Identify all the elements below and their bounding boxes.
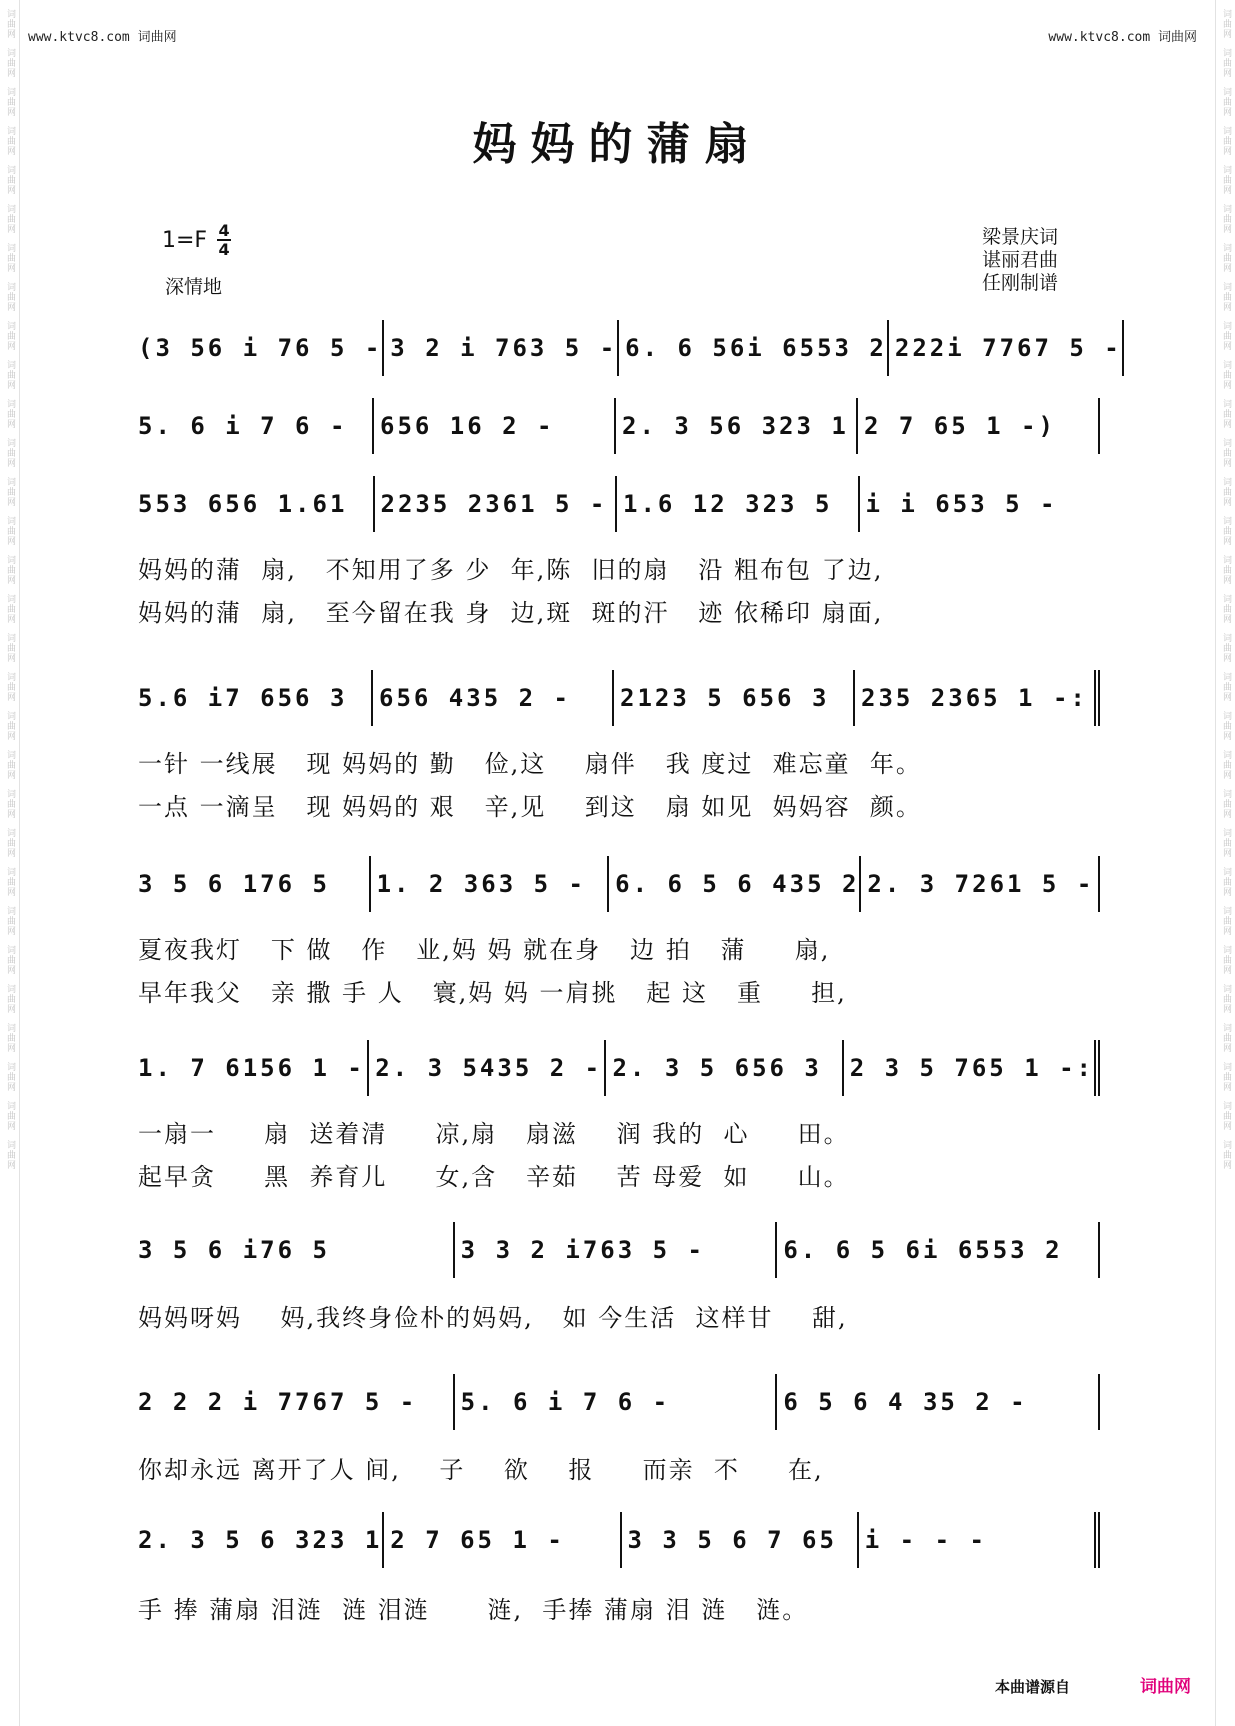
notation-row: [138, 398, 1100, 454]
lyric-line: 你却永远 离开了人 间, 子 欲 报 而亲 不 在,: [138, 1456, 824, 1484]
watermark-text: 词曲网: [1221, 1062, 1231, 1092]
measure: 222i 7767 5 -: [887, 320, 1124, 376]
watermark-text: 词曲网: [1221, 516, 1231, 546]
watermark-text: 词曲网: [5, 711, 15, 741]
composer: 谌丽君曲: [981, 249, 1058, 271]
watermark-text: 词曲网: [1221, 594, 1231, 624]
watermark-text: 词曲网: [1221, 1140, 1231, 1170]
measure: 2 2 2 i 7767 5 -: [138, 1388, 418, 1416]
measure: 656 435 2 -: [371, 670, 612, 726]
arranger: 任刚制谱: [981, 272, 1058, 294]
watermark-text: 词曲网: [1221, 984, 1231, 1014]
measure: 2. 3 5435 2 -: [367, 1040, 604, 1096]
watermark-text: 词曲网: [1221, 165, 1231, 195]
measure: 6. 6 5 6i 6553 2: [775, 1222, 1100, 1278]
watermark-text: 词曲网: [1221, 126, 1231, 156]
source-note: 本曲谱源自: [995, 1678, 1071, 1696]
site-logo[interactable]: 词曲网: [1140, 1677, 1191, 1697]
lyric-line: 妈妈呀妈 妈,我终身俭朴的妈妈, 如 今生活 这样甘 甜,: [138, 1304, 848, 1332]
watermark-text: 词曲网: [5, 360, 15, 390]
measure: 1. 7 6156 1 -: [138, 1054, 365, 1082]
watermark-text: 词曲网: [1221, 48, 1231, 78]
site-url-left[interactable]: www.ktvc8.com 词曲网: [28, 30, 177, 45]
notation-row: [138, 1512, 1100, 1568]
watermark-text: 词曲网: [5, 282, 15, 312]
lyric-line-verse1: 一针 一线展 现 妈妈的 勤 俭,这 扇伴 我 度过 难忘童 年。: [138, 750, 922, 778]
time-signature: [217, 222, 231, 258]
measure: 1. 2 363 5 -: [369, 856, 608, 912]
notation-row: [138, 476, 1100, 532]
watermark-text: 词曲网: [5, 1101, 15, 1131]
watermark-text: 词曲网: [5, 165, 15, 195]
measure: i - - -: [857, 1512, 1100, 1568]
tempo-marking: 深情地: [165, 276, 223, 298]
watermark-text: 词曲网: [1221, 1023, 1231, 1053]
lyric-line-verse2: 妈妈的蒲 扇, 至今留在我 身 边,斑 斑的汗 迹 依稀印 扇面,: [138, 599, 884, 627]
site-url-right[interactable]: www.ktvc8.com 词曲网: [1048, 30, 1197, 45]
measure: 2. 3 56 323 1: [614, 398, 856, 454]
lyric-line: 手 捧 蒲扇 泪涟 涟 泪涟 涟, 手捧 蒲扇 泪 涟 涟。: [138, 1596, 809, 1624]
watermark-text: 词曲网: [1221, 399, 1231, 429]
measure: 2 7 65 1 -: [382, 1512, 619, 1568]
watermark-text: 词曲网: [1221, 204, 1231, 234]
watermark-text: 词曲网: [5, 945, 15, 975]
watermark-text: 词曲网: [5, 867, 15, 897]
watermark-text: 词曲网: [5, 438, 15, 468]
lyric-line-verse2: 一点 一滴呈 现 妈妈的 艰 辛,见 到这 扇 如见 妈妈容 颜。: [138, 793, 922, 821]
watermark-text: 词曲网: [1221, 906, 1231, 936]
measure: 6. 6 56i 6553 2: [617, 320, 887, 376]
measure: 2235 2361 5 -: [373, 476, 616, 532]
watermark-text: 词曲网: [5, 9, 15, 39]
watermark-text: 词曲网: [5, 477, 15, 507]
system-8: [138, 1374, 1100, 1489]
measure: 3 2 i 763 5 -: [382, 320, 617, 376]
measure: 656 16 2 -: [372, 398, 614, 454]
watermark-text: 词曲网: [1221, 438, 1231, 468]
watermark-text: 词曲网: [1221, 1101, 1231, 1131]
watermark-text: 词曲网: [5, 750, 15, 780]
measure: 3 3 2 i763 5 -: [453, 1222, 776, 1278]
watermark-text: 词曲网: [1221, 360, 1231, 390]
lyric-line-verse1: 妈妈的蒲 扇, 不知用了多 少 年,陈 旧的扇 沿 粗布包 了边,: [138, 556, 884, 584]
watermark-text: 词曲网: [1221, 828, 1231, 858]
watermark-text: 词曲网: [5, 555, 15, 585]
right-watermark-strip: [1215, 0, 1235, 1726]
watermark-text: 词曲网: [1221, 282, 1231, 312]
watermark-text: 词曲网: [1221, 87, 1231, 117]
notation-row: [138, 1374, 1100, 1430]
measure: 3 5 6 i76 5: [138, 1236, 330, 1264]
lyricist: 梁景庆词: [981, 226, 1058, 248]
notation-row: [138, 670, 1100, 726]
measure: 6. 6 5 6 435 2: [607, 856, 859, 912]
watermark-text: 词曲网: [5, 789, 15, 819]
watermark-text: 词曲网: [5, 126, 15, 156]
measure: 1.6 12 323 5: [615, 476, 858, 532]
watermark-text: 词曲网: [1221, 477, 1231, 507]
time-bottom: 4: [218, 240, 230, 259]
watermark-text: 词曲网: [1221, 633, 1231, 663]
left-watermark-strip: [0, 0, 20, 1726]
watermark-text: 词曲网: [5, 672, 15, 702]
notation-row: [138, 1040, 1100, 1096]
watermark-text: 词曲网: [1221, 243, 1231, 273]
time-top: 4: [218, 221, 230, 240]
system-7: [138, 1222, 1100, 1337]
watermark-text: 词曲网: [5, 1140, 15, 1170]
measure: 5. 6 i 7 6 -: [138, 412, 348, 440]
system-5: [138, 856, 1100, 1012]
watermark-text: 词曲网: [5, 204, 15, 234]
watermark-text: 词曲网: [1221, 789, 1231, 819]
measure: 3 5 6 176 5: [138, 870, 330, 898]
measure: 235 2365 1 -:: [853, 670, 1100, 726]
notation-row: [138, 856, 1100, 912]
key-text: 1=F: [162, 227, 208, 253]
lyric-line-verse1: 夏夜我灯 下 做 作 业,妈 妈 就在身 边 拍 蒲 扇,: [138, 936, 831, 964]
watermark-text: 词曲网: [1221, 867, 1231, 897]
measure: (3 56 i 76 5 -: [138, 334, 383, 362]
credits: [982, 226, 1058, 295]
measure: 553 656 1.61: [138, 490, 348, 518]
lyric-line-verse2: 早年我父 亲 撒 手 人 寰,妈 妈 一肩挑 起 这 重 担,: [138, 979, 847, 1007]
watermark-text: 词曲网: [1221, 555, 1231, 585]
watermark-text: 词曲网: [5, 399, 15, 429]
watermark-text: 词曲网: [5, 633, 15, 663]
system-1: [138, 320, 1122, 376]
measure: 2123 5 656 3: [612, 670, 853, 726]
watermark-text: 词曲网: [5, 594, 15, 624]
system-6: [138, 1040, 1100, 1196]
watermark-text: 词曲网: [1221, 9, 1231, 39]
measure: 5. 6 i 7 6 -: [453, 1374, 776, 1430]
measure: 2 3 5 765 1 -:: [842, 1040, 1100, 1096]
system-2: [138, 398, 1100, 454]
lyric-line-verse2: 起早贪 黑 养育儿 女,含 辛茹 苦 母爱 如 山。: [138, 1163, 850, 1191]
watermark-text: 词曲网: [5, 828, 15, 858]
measure: 3 3 5 6 7 65: [620, 1512, 857, 1568]
measure: 2. 3 7261 5 -: [859, 856, 1100, 912]
watermark-text: 词曲网: [5, 87, 15, 117]
measure: 2. 3 5 656 3: [604, 1040, 841, 1096]
watermark-text: 词曲网: [5, 1062, 15, 1092]
system-4: [138, 670, 1100, 826]
watermark-text: 词曲网: [5, 1023, 15, 1053]
watermark-text: 词曲网: [1221, 945, 1231, 975]
measure: 2 7 65 1 -): [856, 398, 1100, 454]
watermark-text: 词曲网: [1221, 711, 1231, 741]
lyric-line-verse1: 一扇一 扇 送着清 凉,扇 扇滋 润 我的 心 田。: [138, 1120, 850, 1148]
watermark-text: 词曲网: [5, 321, 15, 351]
watermark-text: 词曲网: [1221, 750, 1231, 780]
watermark-text: 词曲网: [1221, 321, 1231, 351]
measure: 2. 3 5 6 323 1: [138, 1526, 383, 1554]
notation-row: [138, 320, 1122, 376]
watermark-text: 词曲网: [5, 984, 15, 1014]
measure: i i 653 5 -: [858, 476, 1101, 532]
song-title: 妈妈的蒲扇: [472, 119, 763, 170]
watermark-text: 词曲网: [1221, 672, 1231, 702]
key-signature: [162, 222, 231, 258]
watermark-text: 词曲网: [5, 906, 15, 936]
watermark-text: 词曲网: [5, 516, 15, 546]
system-9: [138, 1512, 1100, 1629]
watermark-text: 词曲网: [5, 48, 15, 78]
measure: 5.6 i7 656 3: [138, 684, 348, 712]
measure: 6 5 6 4 35 2 -: [775, 1374, 1100, 1430]
notation-row: [138, 1222, 1100, 1278]
system-3: [138, 476, 1100, 632]
watermark-text: 词曲网: [5, 243, 15, 273]
